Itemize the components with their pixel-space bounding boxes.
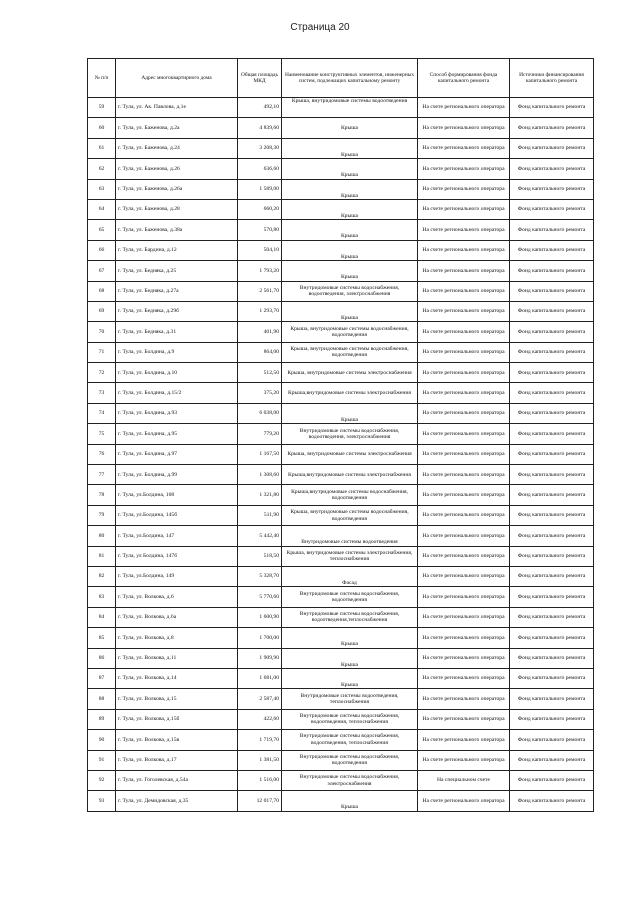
works-cell: Крыша — [282, 118, 418, 138]
area-cell: 570,80 — [238, 220, 282, 240]
area-cell: 779,20 — [238, 424, 282, 444]
table-row — [88, 750, 594, 770]
source-cell: Фонд капитального ремонта — [510, 730, 594, 750]
row-number: 62 — [88, 159, 116, 179]
source-cell: Фонд капитального ремонта — [510, 505, 594, 525]
area-cell: 1 293,70 — [238, 301, 282, 321]
works-cell: Внутридомовые системы водоотведения, теплоснабжения — [282, 689, 418, 709]
address-cell: г. Тула, ул.Болдина, 145б — [116, 505, 238, 525]
area-cell: 2 561,70 — [238, 281, 282, 301]
row-number: 65 — [88, 220, 116, 240]
method-cell: На счете регионального оператора — [418, 179, 510, 199]
source-cell: Фонд капитального ремонта — [510, 383, 594, 403]
works-cell: Крыша,внутридомовые системы электроснабжения — [282, 383, 418, 403]
works-cell: Крыша — [282, 628, 418, 648]
area-cell: 3 208,30 — [238, 138, 282, 158]
table-row — [88, 261, 594, 281]
source-cell: Фонд капитального ремонта — [510, 98, 594, 118]
table-row — [88, 709, 594, 729]
area-cell: 492,10 — [238, 98, 282, 118]
header-works: Наименование конструктивных элементов, инженерных систем, подлежащих капитальному ремонту — [282, 59, 418, 98]
area-cell: 512,50 — [238, 363, 282, 383]
row-number: 81 — [88, 546, 116, 566]
table-row — [88, 791, 594, 811]
table-row — [88, 281, 594, 301]
area-cell: 1 681,00 — [238, 668, 282, 688]
method-cell: На счете регионального оператора — [418, 485, 510, 505]
method-cell: На счете регионального оператора — [418, 199, 510, 219]
area-cell: 12 017,70 — [238, 791, 282, 811]
works-cell: Крыша — [282, 159, 418, 179]
source-cell: Фонд капитального ремонта — [510, 403, 594, 423]
row-number: 80 — [88, 526, 116, 546]
address-cell: г. Тула, ул. Болдина, д.93 — [116, 403, 238, 423]
row-number: 71 — [88, 342, 116, 362]
row-number: 92 — [88, 770, 116, 790]
source-cell: Фонд капитального ремонта — [510, 791, 594, 811]
row-number: 79 — [88, 505, 116, 525]
works-cell: Крыша — [282, 648, 418, 668]
works-cell: Внутридомовые системы водоснабжения, водоотведения — [282, 587, 418, 607]
address-cell: г. Тула, ул. Бедняка, д.27а — [116, 281, 238, 301]
area-cell: 422,60 — [238, 709, 282, 729]
address-cell: г. Тула, ул. Волкова, д.11 — [116, 648, 238, 668]
address-cell: г. Тула, ул. Волкова, д.8 — [116, 628, 238, 648]
works-cell: Крыша — [282, 220, 418, 240]
address-cell: г. Тула, ул.Болдина, 108 — [116, 485, 238, 505]
method-cell: На счете регионального оператора — [418, 526, 510, 546]
method-cell: На счете регионального оператора — [418, 465, 510, 485]
table-row — [88, 424, 594, 444]
row-number: 63 — [88, 179, 116, 199]
address-cell: г. Тула, ул. Бедняка, д.31 — [116, 322, 238, 342]
method-cell: На счете регионального оператора — [418, 648, 510, 668]
method-cell: На счете регионального оператора — [418, 363, 510, 383]
works-cell: Крыша,внутридомовые системы водоснабжения, водоотведения — [282, 485, 418, 505]
table-row — [88, 159, 594, 179]
table-row — [88, 505, 594, 525]
row-number: 76 — [88, 444, 116, 464]
method-cell: На счете регионального оператора — [418, 424, 510, 444]
method-cell: На счете регионального оператора — [418, 98, 510, 118]
row-number: 83 — [88, 587, 116, 607]
address-cell: г. Тула, ул. Баженова, д.26 — [116, 159, 238, 179]
works-cell: Крыша, внутридомовые системы водоснабжения, водоотведения — [282, 505, 418, 525]
address-cell: г. Тула, ул. Болдина, д.97 — [116, 444, 238, 464]
row-number: 88 — [88, 689, 116, 709]
row-number: 66 — [88, 240, 116, 260]
row-number: 68 — [88, 281, 116, 301]
method-cell: На счете регионального оператора — [418, 709, 510, 729]
method-cell: На счете регионального оператора — [418, 566, 510, 586]
source-cell: Фонд капитального ремонта — [510, 240, 594, 260]
method-cell: На счете регионального оператора — [418, 628, 510, 648]
row-number: 91 — [88, 750, 116, 770]
method-cell: На счете регионального оператора — [418, 138, 510, 158]
works-cell: Крыша,внутридомовые системы электроснабжения — [282, 465, 418, 485]
works-cell: Крыша, внутридомовые системы водоснабжения, водоотведения — [282, 322, 418, 342]
row-number: 70 — [88, 322, 116, 342]
area-cell: 5 770,60 — [238, 587, 282, 607]
table-row — [88, 485, 594, 505]
table-row — [88, 220, 594, 240]
works-cell: Внутридомовые системы водоснабжения, водоотведения, теплоснабжения — [282, 730, 418, 750]
table-row — [88, 770, 594, 790]
works-cell: Крыша — [282, 403, 418, 423]
source-cell: Фонд капитального ремонта — [510, 159, 594, 179]
works-cell: Крыша — [282, 791, 418, 811]
row-number: 59 — [88, 98, 116, 118]
source-cell: Фонд капитального ремонта — [510, 607, 594, 627]
source-cell: Фонд капитального ремонта — [510, 546, 594, 566]
method-cell: На счете регионального оператора — [418, 118, 510, 138]
method-cell: На счете регионального оператора — [418, 220, 510, 240]
method-cell: На счете регионального оператора — [418, 322, 510, 342]
source-cell: Фонд капитального ремонта — [510, 668, 594, 688]
area-cell: 6 038,00 — [238, 403, 282, 423]
source-cell: Фонд капитального ремонта — [510, 628, 594, 648]
area-cell: 1 321,80 — [238, 485, 282, 505]
table-row — [88, 668, 594, 688]
source-cell: Фонд капитального ремонта — [510, 465, 594, 485]
table-row — [88, 322, 594, 342]
source-cell: Фонд капитального ремонта — [510, 363, 594, 383]
method-cell: На счете регионального оператора — [418, 730, 510, 750]
table-row — [88, 179, 594, 199]
row-number: 93 — [88, 791, 116, 811]
row-number: 89 — [88, 709, 116, 729]
table-row — [88, 118, 594, 138]
method-cell: На счете регионального оператора — [418, 505, 510, 525]
header-method: Способ формирования фонда капитального ремонта — [418, 59, 510, 98]
table-row — [88, 566, 594, 586]
row-number: 86 — [88, 648, 116, 668]
source-cell: Фонд капитального ремонта — [510, 526, 594, 546]
page-title: Страница 20 — [290, 22, 350, 33]
method-cell: На счете регионального оператора — [418, 383, 510, 403]
source-cell: Фонд капитального ремонта — [510, 322, 594, 342]
method-cell: На счете регионального оператора — [418, 281, 510, 301]
works-cell: Крыша, внутридомовые системы электроснабжения, теплоснабжения — [282, 546, 418, 566]
works-cell: Крыша, внутридомовые системы водоотведения — [282, 98, 418, 118]
works-cell: Внутридомовые системы водоснабжения, водоотведения, электроснабжения — [282, 281, 418, 301]
address-cell: г. Тула, ул. Болдина, д.15/2 — [116, 383, 238, 403]
table-row — [88, 526, 594, 546]
row-number: 90 — [88, 730, 116, 750]
row-number: 77 — [88, 465, 116, 485]
area-cell: 1 700,00 — [238, 628, 282, 648]
method-cell: На счете регионального оператора — [418, 587, 510, 607]
area-cell: 1 381,50 — [238, 750, 282, 770]
address-cell: г. Тула, ул. Бардина, д.12 — [116, 240, 238, 260]
row-number: 85 — [88, 628, 116, 648]
area-cell: 1 516,00 — [238, 770, 282, 790]
area-cell: 864,00 — [238, 342, 282, 362]
works-cell: Внутридомовые системы водоснабжения, водоотведения, теплоснабжения — [282, 709, 418, 729]
area-cell: 5 328,70 — [238, 566, 282, 586]
area-cell: 1 167,50 — [238, 444, 282, 464]
row-number: 67 — [88, 261, 116, 281]
table-row — [88, 199, 594, 219]
table-row — [88, 363, 594, 383]
table-row — [88, 607, 594, 627]
method-cell: На счете регионального оператора — [418, 261, 510, 281]
method-cell: На счете регионального оператора — [418, 546, 510, 566]
address-cell: г. Тула, ул. Волкова, д.6 — [116, 587, 238, 607]
source-cell: Фонд капитального ремонта — [510, 138, 594, 158]
works-cell: Внутридомовые системы водоотведения — [282, 526, 418, 546]
source-cell: Фонд капитального ремонта — [510, 118, 594, 138]
works-cell: Крыша — [282, 301, 418, 321]
table-row — [88, 403, 594, 423]
address-cell: г. Тула, ул. Волкова, д.6а — [116, 607, 238, 627]
table-row — [88, 648, 594, 668]
works-cell: Крыша — [282, 199, 418, 219]
source-cell: Фонд капитального ремонта — [510, 424, 594, 444]
works-cell: Внутридомовые системы водоснабжения, водоотведения — [282, 750, 418, 770]
row-number: 61 — [88, 138, 116, 158]
method-cell: На счете регионального оператора — [418, 403, 510, 423]
address-cell: г. Тула, ул. Волкова, д.17 — [116, 750, 238, 770]
row-number: 84 — [88, 607, 116, 627]
method-cell: На счете регионального оператора — [418, 668, 510, 688]
table-row — [88, 240, 594, 260]
works-cell: Крыша, внутридомовые системы электроснабжения — [282, 444, 418, 464]
works-cell: Крыша — [282, 179, 418, 199]
method-cell: На счете регионального оператора — [418, 750, 510, 770]
address-cell: г. Тула, ул. Бедняка, д.25 — [116, 261, 238, 281]
address-cell: г. Тула, ул.Болдина, 147 — [116, 526, 238, 546]
area-cell: 1 308,60 — [238, 465, 282, 485]
works-cell: Крыша — [282, 261, 418, 281]
works-cell: Фасад — [282, 566, 418, 586]
table-row — [88, 98, 594, 118]
address-cell: г. Тула, ул. Болдина, д.99 — [116, 465, 238, 485]
source-cell: Фонд капитального ремонта — [510, 587, 594, 607]
area-cell: 511,90 — [238, 505, 282, 525]
works-cell: Внутридомовые системы водоснабжения, водоотведения,теплоснабжения — [282, 607, 418, 627]
method-cell: На счете регионального оператора — [418, 240, 510, 260]
row-number: 72 — [88, 363, 116, 383]
header-address: Адрес многоквартирного дома — [116, 59, 238, 98]
source-cell: Фонд капитального ремонта — [510, 301, 594, 321]
address-cell: г. Тула, ул. Болдина, д.10 — [116, 363, 238, 383]
address-cell: г. Тула, ул. Баженова, д.26а — [116, 179, 238, 199]
source-cell: Фонд капитального ремонта — [510, 566, 594, 586]
works-cell: Крыша — [282, 138, 418, 158]
method-cell: На счете регионального оператора — [418, 342, 510, 362]
area-cell: 636,60 — [238, 159, 282, 179]
address-cell: г. Тула, ул. Ак. Павлова, д.1е — [116, 98, 238, 118]
address-cell: г. Тула, ул Болдина, 147б — [116, 546, 238, 566]
area-cell: 375,20 — [238, 383, 282, 403]
address-cell: г. Тула, ул. Баженова, д.2а — [116, 118, 238, 138]
area-cell: 401,90 — [238, 322, 282, 342]
source-cell: Фонд капитального ремонта — [510, 770, 594, 790]
source-cell: Фонд капитального ремонта — [510, 261, 594, 281]
works-cell: Крыша — [282, 668, 418, 688]
table-row — [88, 628, 594, 648]
row-number: 74 — [88, 403, 116, 423]
area-cell: 5 442,40 — [238, 526, 282, 546]
method-cell: На счете регионального оператора — [418, 444, 510, 464]
address-cell: г. Тула, ул. Баженова, д.28 — [116, 199, 238, 219]
area-cell: 518,50 — [238, 546, 282, 566]
header-row — [88, 59, 594, 98]
address-cell: г. Тула, ул. Бедняка, д.29б — [116, 301, 238, 321]
method-cell: На счете регионального оператора — [418, 301, 510, 321]
table-row — [88, 383, 594, 403]
row-number: 78 — [88, 485, 116, 505]
table-row — [88, 730, 594, 750]
method-cell: На счете регионального оператора — [418, 607, 510, 627]
row-number: 60 — [88, 118, 116, 138]
area-cell: 1 719,70 — [238, 730, 282, 750]
header-num: № п/п — [88, 59, 116, 98]
table-row — [88, 546, 594, 566]
works-cell: Внутридомовые системы водоснабжения, электроснабжения — [282, 770, 418, 790]
table-header — [88, 59, 594, 98]
area-cell: 504,10 — [238, 240, 282, 260]
address-cell: г. Тула, ул. Баженова, д.24 — [116, 138, 238, 158]
area-cell: 1 589,00 — [238, 179, 282, 199]
address-cell: г. Тула, ул. Демидовская, д.35 — [116, 791, 238, 811]
area-cell: 660,20 — [238, 199, 282, 219]
works-cell: Крыша, внутридомовые системы электроснабжения — [282, 363, 418, 383]
row-number: 69 — [88, 301, 116, 321]
source-cell: Фонд капитального ремонта — [510, 750, 594, 770]
source-cell: Фонд капитального ремонта — [510, 485, 594, 505]
row-number: 75 — [88, 424, 116, 444]
table-row — [88, 444, 594, 464]
table-row — [88, 689, 594, 709]
header-area: Общая площадь МКД — [238, 59, 282, 98]
works-cell: Крыша — [282, 240, 418, 260]
table-row — [88, 465, 594, 485]
area-cell: 4 839,60 — [238, 118, 282, 138]
row-number: 64 — [88, 199, 116, 219]
table-row — [88, 587, 594, 607]
address-cell: г. Тула, ул. Волкова, д.15 — [116, 689, 238, 709]
area-cell: 1 909,90 — [238, 648, 282, 668]
source-cell: Фонд капитального ремонта — [510, 281, 594, 301]
source-cell: Фонд капитального ремонта — [510, 342, 594, 362]
row-number: 82 — [88, 566, 116, 586]
method-cell: На счете регионального оператора — [418, 159, 510, 179]
source-cell: Фонд капитального ремонта — [510, 648, 594, 668]
address-cell: г. Тула, ул. Болдина, д.95 — [116, 424, 238, 444]
address-cell: г. Тула, ул. Волкова, д.15б — [116, 709, 238, 729]
address-cell: г. Тула, ул. Волкова, д.15в — [116, 730, 238, 750]
source-cell: Фонд капитального ремонта — [510, 220, 594, 240]
repair-program-table — [87, 58, 594, 812]
source-cell: Фонд капитального ремонта — [510, 444, 594, 464]
address-cell: г. Тула, ул. Гоголевская, д.54а — [116, 770, 238, 790]
area-cell: 1 793,20 — [238, 261, 282, 281]
source-cell: Фонд капитального ремонта — [510, 709, 594, 729]
table-row — [88, 301, 594, 321]
area-cell: 2 587,40 — [238, 689, 282, 709]
header-source: Источники финансирования капитального ремонта — [510, 59, 594, 98]
source-cell: Фонд капитального ремонта — [510, 199, 594, 219]
works-cell: Крыша, внутридомовые системы водоснабжения, водоотведения — [282, 342, 418, 362]
address-cell: г. Тула, ул. Волкова, д.14 — [116, 668, 238, 688]
source-cell: Фонд капитального ремонта — [510, 689, 594, 709]
source-cell: Фонд капитального ремонта — [510, 179, 594, 199]
row-number: 73 — [88, 383, 116, 403]
area-cell: 1 600,90 — [238, 607, 282, 627]
address-cell: г. Тула, ул. Баженова, д.38а — [116, 220, 238, 240]
works-cell: Внутридомовые системы водоснабжения, водоотведения, электроснабжения — [282, 424, 418, 444]
address-cell: г. Тула, ул.Болдина, 149 — [116, 566, 238, 586]
method-cell: На счете регионального оператора — [418, 791, 510, 811]
row-number: 87 — [88, 668, 116, 688]
table-row — [88, 138, 594, 158]
method-cell: На счете регионального оператора — [418, 689, 510, 709]
method-cell: На специальном счете — [418, 770, 510, 790]
address-cell: г. Тула, ул. Болдина, д.9 — [116, 342, 238, 362]
table-body — [88, 98, 594, 812]
table-row — [88, 342, 594, 362]
